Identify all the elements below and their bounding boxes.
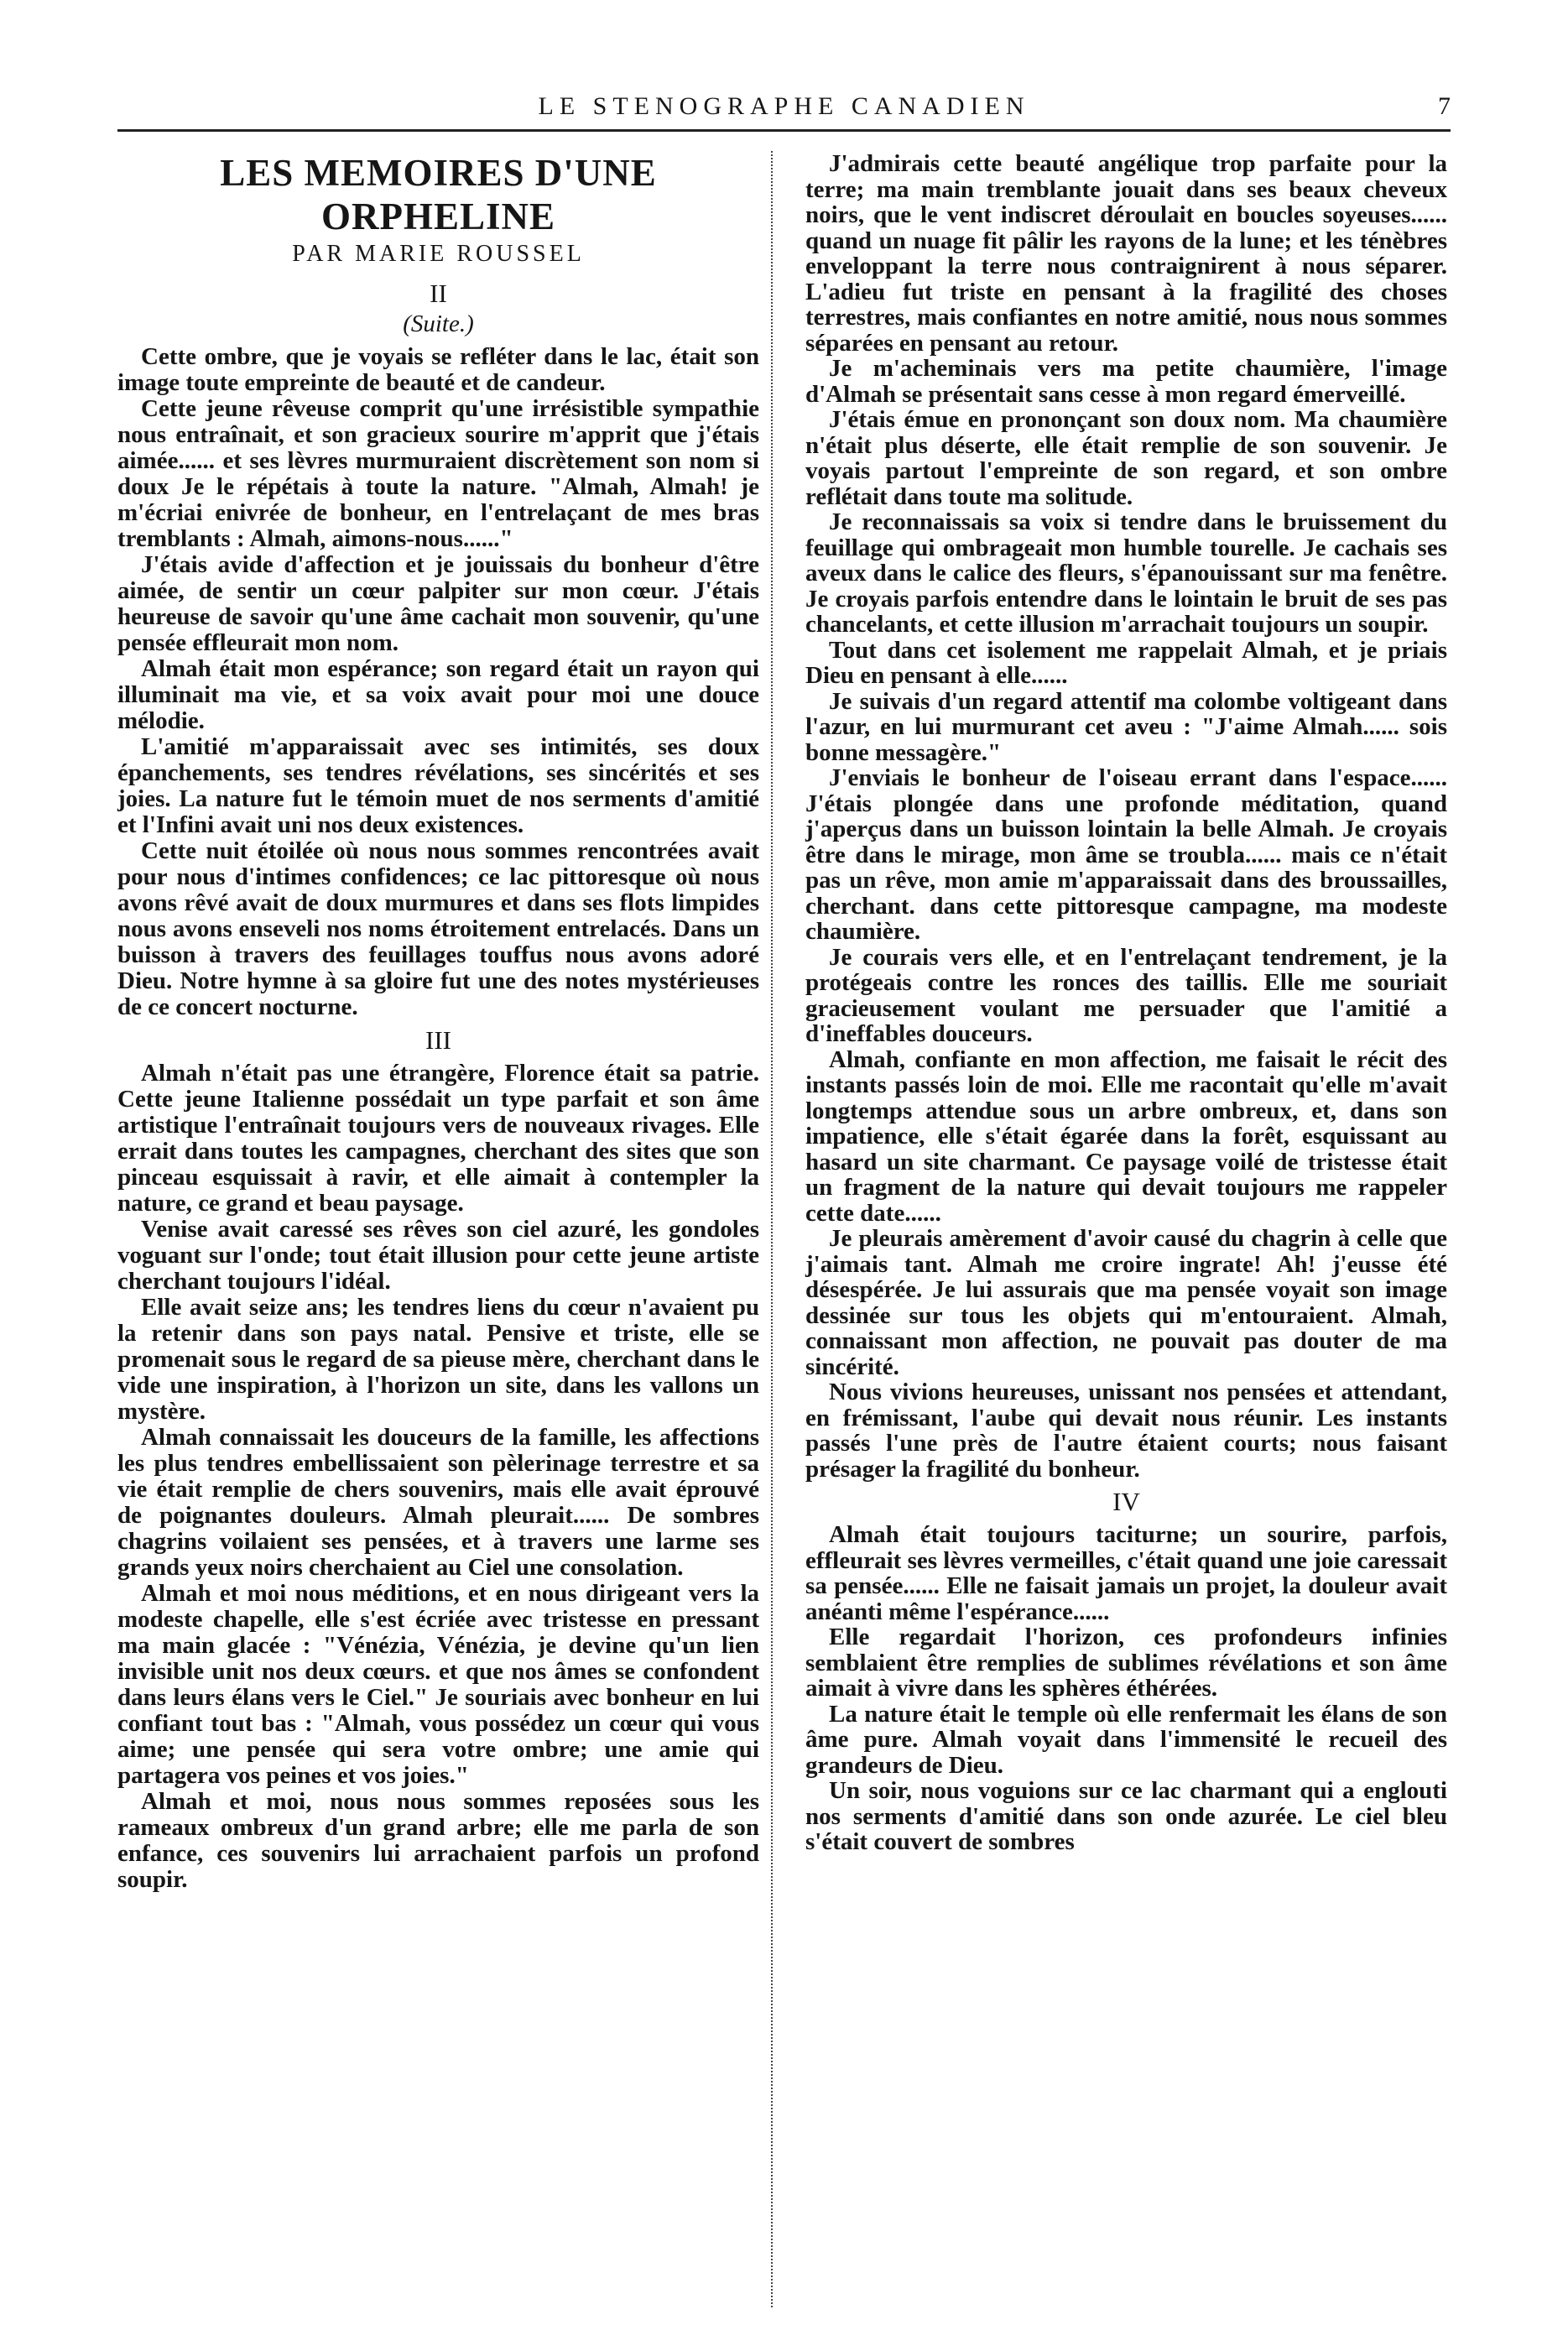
paragraph: Nous vivions heureuses, unissant nos pensées et attendant, en frémissant, l'aube qui devait nous réunir. Les instants passés l'une près de l'autre étaient courts; nous faisant présager la fragilité du bonheur. — [805, 1379, 1447, 1483]
paragraph: La nature était le temple où elle renfermait les élans de son âme pure. Almah voyait dans l'immensité le recueil des grandeurs de Dieu. — [805, 1700, 1447, 1779]
paragraph: Cette ombre, que je voyais se refléter dans le lac, était son image toute empreinte de beauté et de candeur. — [117, 343, 759, 396]
paragraph: Je m'acheminais vers ma petite chaumière, l'image d'Almah se présentait sans cesse à mon regard émerveillé. — [805, 355, 1447, 408]
paragraph: J'étais émue en prononçant son doux nom. Ma chaumière n'était plus déserte, elle était remplie de son souvenir. Je voyais partout l'empreinte de son regard, et son ombre reflétait dans toute ma solitude. — [805, 406, 1447, 510]
article-author: PAR MARIE ROUSSEL — [292, 241, 585, 267]
running-title: LE STENOGRAPHE CANADIEN — [538, 92, 1030, 120]
paragraph: Venise avait caressé ses rêves son ciel azuré, les gondoles voguant sur l'onde; tout était illusion pour cette jeune artiste cherchant toujours l'idéal. — [117, 1216, 759, 1295]
paragraph: Elle regardait l'horizon, ces profondeurs infinies semblaient être remplies de sublimes révélations et son âme aimait à vivre dans les sphères éthérées. — [805, 1624, 1447, 1702]
paragraph: J'admirais cette beauté angélique trop parfaite pour la terre; ma main tremblante jouait dans ses beaux cheveux noirs, que le vent indiscret déroulait en boucles soyeuses...... quand un nuage fit pâlir les rayons de la lune; et les ténèbres enveloppant la terre nous contraignirent à nous séparer. L'adieu fut triste en pensant à la fragilité des choses terrestres, mais confiantes en notre amitié, nous nous sommes séparées en pensant au retour. — [805, 150, 1447, 357]
chapter-two-heading: II — [430, 279, 447, 308]
paragraph: J'enviais le bonheur de l'oiseau errant dans l'espace...... J'étais plongée dans une profonde méditation, quand j'aperçus dans un buisson lointain la belle Almah. Je croyais être dans le mirage, mon âme se troubla...... mais ce n'était pas un rêve, mon amie m'apparaissait dans des broussailles, cherchant. dans cette pittoresque campagne, ma modeste chaumière. — [805, 764, 1447, 945]
paragraph: J'étais avide d'affection et je jouissais du bonheur d'être aimée, de sentir un cœur palpiter sur mon cœur. J'étais heureuse de savoir qu'une âme cachait mon souvenir, qu'une pensée effleurait mon nom. — [117, 551, 759, 656]
paragraph: Je suivais d'un regard attentif ma colombe voltigeant dans l'azur, en lui murmurant cet aveu : "J'aime Almah...... sois bonne messagère." — [805, 687, 1447, 766]
right-column — [805, 151, 1447, 1855]
paragraph: Almah connaissait les douceurs de la famille, les affections les plus tendres embellissaient son pèlerinage terrestre et sa vie était remplie de chers souvenirs, mais elle avait éprouvé de poignantes douleurs. Almah pleurait...... De sombres chagrins voilaient ses pensées, et à travers une larme ses grands yeux noirs cherchaient au Ciel une consolation. — [117, 1424, 759, 1581]
paragraph: Elle avait seize ans; les tendres liens du cœur n'avaient pu la retenir dans son pays natal. Pensive et triste, elle se promenait sous le regard de sa pieuse mère, cherchant dans le vide une inspiration, à l'horizon un site, dans les vallons un mystère. — [117, 1294, 759, 1425]
paragraph: Almah était toujours taciturne; un sourire, parfois, effleurait ses lèvres vermeilles, c'était quand une joie caressait sa pensée...... Elle ne faisait jamais un projet, la douleur avait anéanti même l'espérance...... — [805, 1521, 1447, 1625]
chapter-four-heading: IV — [1112, 1487, 1140, 1516]
paragraph: Cette jeune rêveuse comprit qu'une irrésistible sympathie nous entraînait, et son gracieux sourire m'apprit que j'étais aimée...... et ses lèvres murmuraient discrètement son nom si doux Je le répétais à toute la nature. "Almah, Almah! je m'écriai enivrée de bonheur, en l'entrelaçant de mes bras tremblants : Almah, aimons-nous......" — [117, 395, 759, 552]
left-column — [117, 151, 759, 1893]
paragraph: Almah et moi, nous nous sommes reposées sous les rameaux ombreux d'un grand arbre; elle me parla de son enfance, ces souvenirs lui arrachaient parfois un profond soupir. — [117, 1788, 759, 1893]
paragraph: Cette nuit étoilée où nous nous sommes rencontrées avait pour nous d'intimes confidences; ce lac pittoresque où nous avons rêvé avait de doux murmures et dans ses flots limpides nous avons enseveli nos noms étroitement entrelacés. Dans un buisson à travers des feuillages touffus nous avons adoré Dieu. Notre hymne à sa gloire fut une des notes mystérieuses de ce concert nocturne. — [117, 837, 759, 1020]
paragraph: Je courais vers elle, et en l'entrelaçant tendrement, je la protégeais contre les ronces des taillis. Elle me souriait gracieusement voulant me persuader que l'amitié a d'ineffables douceurs. — [805, 943, 1447, 1047]
paragraph: L'amitié m'apparaissait avec ses intimités, ses doux épanchements, ses tendres révélations, ses sincérités et ses joies. La nature fut le témoin muet de nos serments d'amitié et l'Infini avait uni nos deux existences. — [117, 733, 759, 838]
article-title: LES MEMOIRES D'UNE ORPHELINE — [220, 152, 657, 237]
paragraph: Almah n'était pas une étrangère, Florence était sa patrie. Cette jeune Italienne possédait un type parfait et son âme artistique l'entraînait toujours vers de nouveaux rivages. Elle errait dans toutes les campagnes, cherchant des sites que son pinceau esquissait à ravir, et elle aimait à contempler la nature, ce grand et beau paysage. — [117, 1060, 759, 1217]
paragraph: Almah, confiante en mon affection, me faisait le récit des instants passés loin de moi. Elle me racontait qu'elle m'avait longtemps attendue sous un arbre ombreux, et, dans son impatience, elle s'était égarée dans la forêt, esquissant au hasard un site charmant. Ce paysage voilé de tristesse était un fragment de la nature qui devait toujours me rappeler cette date...... — [805, 1045, 1447, 1227]
paragraph: Almah était mon espérance; son regard était un rayon qui illuminait ma vie, et sa voix avait pour moi une douce mélodie. — [117, 655, 759, 734]
chapter-three-heading: III — [425, 1025, 451, 1055]
running-head — [117, 92, 1451, 132]
paragraph: Je reconnaissais sa voix si tendre dans le bruissement du feuillage qui ombrageait mon humble tourelle. Je cachais ses aveux dans le calice des fleurs, s'épanouissant sur ma fenêtre. Je croyais parfois entendre dans le lointain le bruit de ses pas chancelants, et cette illusion m'arrachait toujours un soupir. — [805, 508, 1447, 638]
paragraph: Tout dans cet isolement me rappelait Almah, et je priais Dieu en pensant à elle...... — [805, 636, 1447, 689]
paragraph: Je pleurais amèrement d'avoir causé du chagrin à celle que j'aimais tant. Almah me croire ingrate! Ah! j'eusse été désespérée. Je lui assurais que ma pensée voyait son image dessinée sur tous les objets qui m'entouraient. Almah, connaissant mon affection, ne pouvait pas douter de ma sincérité. — [805, 1225, 1447, 1380]
paragraph: Un soir, nous voguions sur ce lac charmant qui a englouti nos serments d'amitié dans son onde azurée. Le ciel bleu s'était couvert de sombres — [805, 1777, 1447, 1855]
continued-label: (Suite.) — [403, 310, 474, 337]
column-divider — [771, 151, 773, 2307]
page-number: 7 — [1438, 92, 1451, 120]
paragraph: Almah et moi nous méditions, et en nous dirigeant vers la modeste chapelle, elle s'est écriée avec tristesse en pressant ma main glacée : "Vénézia, Vénézia, je devine qu'un lien invisible unit nos deux cœurs. et que nos âmes se confondent dans leurs élans vers le Ciel." Je souriais avec bonheur en lui confiant tout bas : "Almah, vous possédez un cœur qui vous aime; une pensée qui sera votre ombre; une amie qui partagera vos peines et vos joies." — [117, 1580, 759, 1789]
